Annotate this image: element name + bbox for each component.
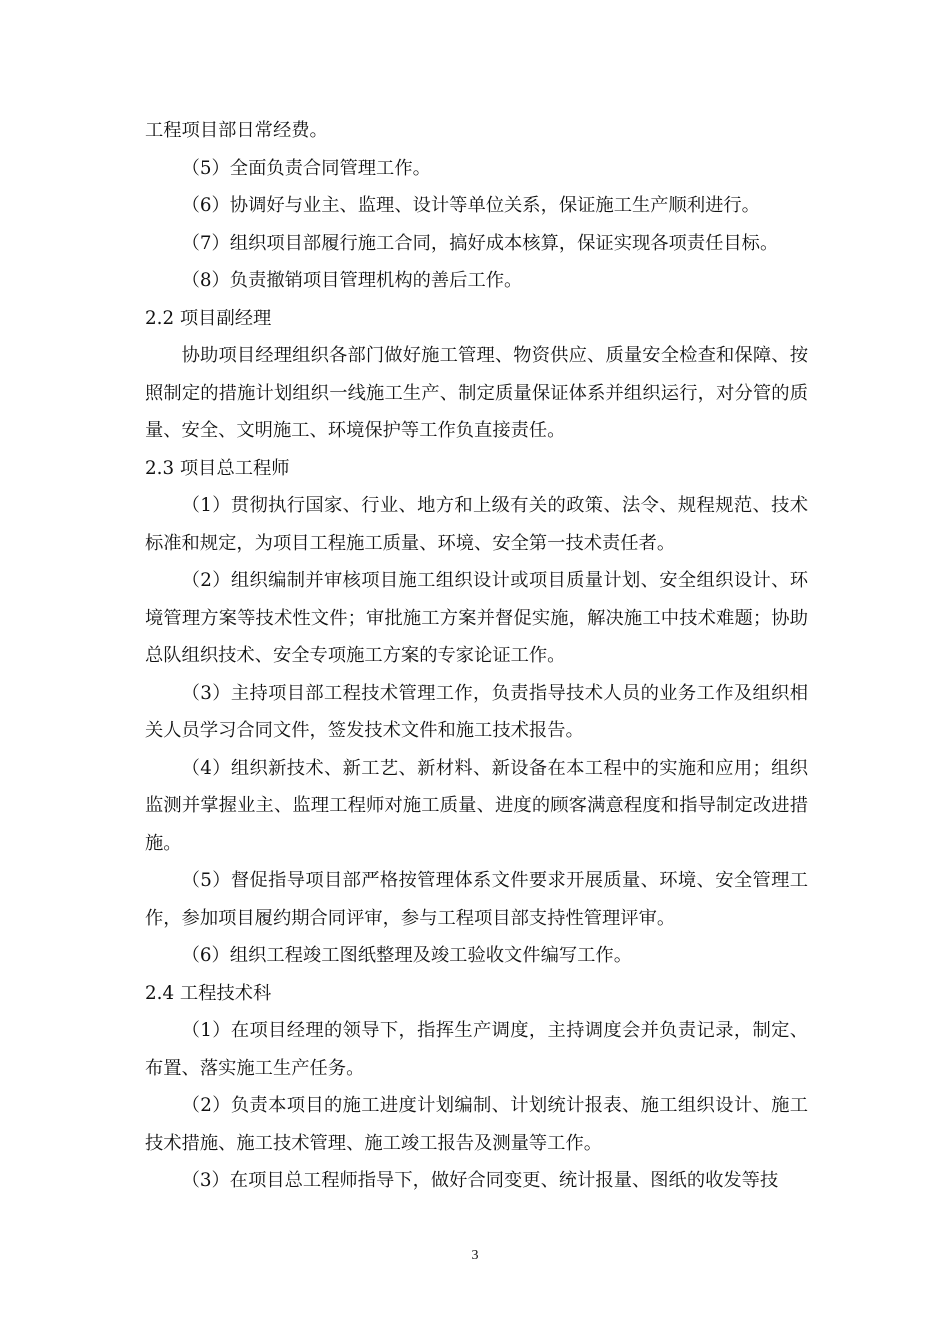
paragraph-item-8: （8）负责撤销项目管理机构的善后工作。: [181, 270, 523, 291]
paragraph-item-5: （5）全面负责合同管理工作。: [181, 157, 431, 179]
paragraph-tech-dept-3: （3）在项目总工程师指导下，做好合同变更、统计报量、图纸的收发等技: [181, 1170, 779, 1191]
paragraph-continuation: 工程项目部日常经费。: [145, 120, 328, 141]
paragraph-chief-engineer-5: （5）督促指导项目部严格按管理体系文件要求开展质量、环境、安全管理工作，参加项目履约期合同评审，参与工程项目部支持性管理评审。: [145, 870, 808, 929]
paragraph-deputy-manager: 协助项目经理组织各部门做好施工管理、物资供应、质量安全检查和保障、按照制定的措施计划组织一线施工生产、制定质量保证体系并组织运行，对分管的质量、安全、文明施工、环境保护等工作负直接责任。: [145, 345, 808, 441]
paragraph-chief-engineer-1: （1）贯彻执行国家、行业、地方和上级有关的政策、法令、规程规范、技术标准和规定，为项目工程施工质量、环境、安全第一技术责任者。: [145, 495, 808, 554]
document-body: [145, 112, 808, 1200]
paragraph-chief-engineer-2: （2）组织编制并审核项目施工组织设计或项目质量计划、安全组织设计、环境管理方案等技术性文件；审批施工方案并督促实施，解决施工中技术难题；协助总队组织技术、安全专项施工方案的专家论证工作。: [145, 570, 808, 666]
paragraph-item-6: （6）协调好与业主、监理、设计等单位关系，保证施工生产顺利进行。: [181, 195, 760, 216]
page-number: 3: [471, 1248, 479, 1263]
paragraph-chief-engineer-6: （6）组织工程竣工图纸整理及竣工验收文件编写工作。: [181, 945, 632, 966]
section-heading-2-4: 2.4 工程技术科: [145, 982, 272, 1004]
paragraph-chief-engineer-3: （3）主持项目部工程技术管理工作，负责指导技术人员的业务工作及组织相关人员学习合同文件，签发技术文件和施工技术报告。: [145, 682, 808, 741]
paragraph-tech-dept-1: （1）在项目经理的领导下，指挥生产调度，主持调度会并负责记录，制定、布置、落实施工生产任务。: [145, 1020, 808, 1079]
section-heading-2-3: 2.3 项目总工程师: [145, 457, 290, 479]
paragraph-item-7: （7）组织项目部履行施工合同，搞好成本核算，保证实现各项责任目标。: [181, 232, 779, 254]
paragraph-tech-dept-2: （2）负责本项目的施工进度计划编制、计划统计报表、施工组织设计、施工技术措施、施工技术管理、施工竣工报告及测量等工作。: [145, 1095, 808, 1154]
paragraph-chief-engineer-4: （4）组织新技术、新工艺、新材料、新设备在本工程中的实施和应用；组织监测并掌握业主、监理工程师对施工质量、进度的顾客满意程度和指导制定改进措施。: [145, 757, 808, 854]
section-heading-2-2: 2.2 项目副经理: [145, 307, 272, 329]
